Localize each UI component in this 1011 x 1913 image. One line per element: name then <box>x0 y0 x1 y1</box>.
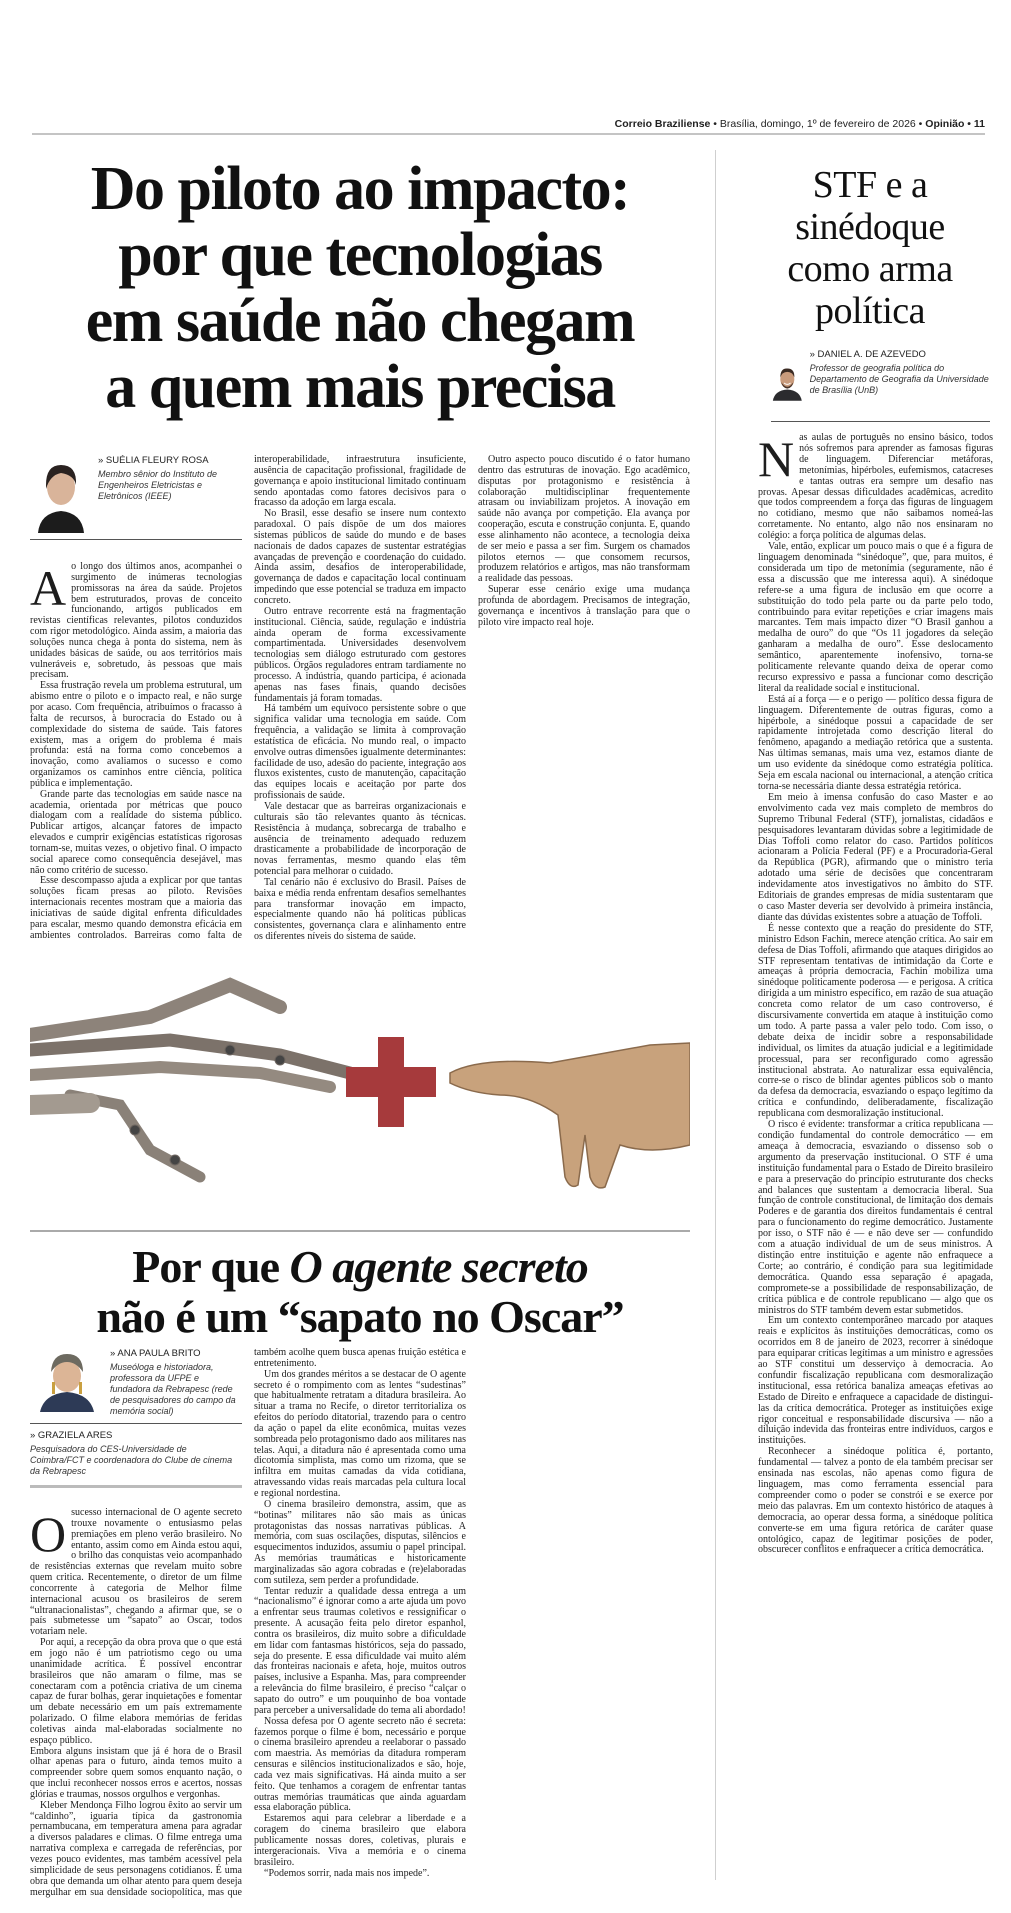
headline-line: STF e a <box>812 164 928 206</box>
headline-line: sinédoque <box>795 206 945 248</box>
paragraph: O cinema brasileiro demonstra, assim, que as “botinas” militares não são mais as únicas protagonistas das nossas narrativas públicas. A memória, com suas oscilações, disputas, silêncios e esquecimentos induzidos, assumiu o papel principal. As memórias traumáticas e historicamente marginalizadas são agora cobradas e (re)elaboradas com sutileza, sem perder a profundidade. <box>254 1498 466 1586</box>
paragraph: Esse descompasso ajuda a explicar por que tantas soluções ficam presas ao piloto. Revisões internacionais recentes mostram que a maioria das iniciativas de saúde digital enfrenta dificuldades para escalar, mesmo quando demonstra eficácia em ambientes controlados. Barreiras como falta de interoperabilidade, infraestrutura insuficiente, ausência de capacitação profissional, fragilidade de governança e apoio institucional limitado continuam sendo apontadas como fatores decisivos para o fracasso da adoção em larga escala. <box>30 455 466 941</box>
paragraph: Essa frustração revela um problema estrutural, um abismo entre o piloto e o impacto real, e não surge por acaso. Com frequência, atribuímos o fracasso à falta de recursos, à burocracia do Estado ou à complexidade do sistema de saúde. Tais fatores existem, mas a origem do problema é mais profunda: está na forma como concebemos a inovação, como avaliamos o sucesso e como organizamos os caminhos entre ciência, política pública e implementação. <box>30 680 242 789</box>
author-photo <box>30 455 92 533</box>
headline-line: por que tecnologias <box>118 221 602 289</box>
paragraph: O risco é evidente: transformar a crítica republicana — condição fundamental do controle democrático — em ameaça à democracia, esvaziando o dissenso sob o argumento da preservação institucional. O STF é uma instituição fundamental para o Estado de Direito brasileiro e para a preservação do princípio estruturante dos checks and balances que sustentam a democracia liberal. Sua função de controle constitucional, de limitação dos demais Poderes e de garantia dos direitos fundamentais é central para o funcionamento do regime democrático. Justamente por isso, o STF não é — e não deve ser — confundido com a atuação individual de um de seus ministros. A distinção entre instituição e agente não enfraquece a Corte; ao contrário, é condição para sua legitimidade democrática. Quando essa separação é apagada, compromete-se a possibilidade de responsabilização, de crítica pública e de controle republicano — algo que os ministros do STF também devem estar submetidos. <box>758 1119 993 1316</box>
author-role: Professor de geografia política do Departamento de Geografia da Universidade de Brasília (UnB) <box>809 363 989 395</box>
paragraph: Estaremos aqui para celebrar a liberdade e a coragem do cinema brasileiro que elabora publicamente nossas dores, coletivas, plurais e intergeracionais. Viva a memória e o cinema brasileiro. <box>254 1813 466 1868</box>
paragraph: Vale destacar que as barreiras organizacionais e culturais são tão relevantes quanto às técnicas. Resistência à mudança, sobrecarga de trabalho e ausência de treinamento adequado reduzem drasticamente a probabilidade de incorporação de novas ferramentas, mesmo quando elas têm potencial para melhorar o cuidado. <box>254 801 466 878</box>
column-divider <box>715 150 716 1880</box>
human-hand <box>450 1043 690 1188</box>
paragraph: Em meio à imensa confusão do caso Master e ao envolvimento cada vez mais completo de membros do Supremo Tribunal Federal (STF), jornalistas, cidadãos e pesquisadores levantaram dúvidas sobre a legitimidade de Dias Toffoli como relator do caso. Partidos políticos acionaram a Polícia Federal (PF) e a Procuradoria-Geral da República (PGR), afirmando que o ministro teria adotado uma série de decisões que concentraram indevidamente atos investigativos no âmbito do STF. Editoriais de grandes empresas de mídia sustentaram que o caso Master deveria ser devolvido à primeira instância, diante das dúvidas existentes sobre a atuação de Toffoli. <box>758 791 993 923</box>
author-byline <box>771 345 990 422</box>
headline-line: política <box>815 290 925 332</box>
article3-headline <box>735 164 1005 332</box>
headline-line: a quem mais precisa <box>105 353 615 421</box>
section-name: Opinião <box>925 118 965 130</box>
paragraph: No Brasil, esse desafio se insere num contexto paradoxal. O país dispõe de um dos maiores sistemas públicos de saúde do mundo e de bases nacionais de dados capazes de sustentar estratégias avançadas de prevenção e coordenação do cuidado. Ainda assim, desafios de interoperabilidade, governança de dados e capacitação local continuam impedindo que esse potencial se traduza em impacto concreto. <box>254 508 466 606</box>
headline-line: como arma <box>787 248 953 290</box>
article2-body <box>30 1348 690 1900</box>
paragraph: Nas aulas de português no ensino básico, todos nós sofremos para aprender as famosas figuras de linguagem. Diferenciar metáforas, metonímias, hipérboles, eufemismos, catacreses e tantas outras era sempre um desafio nas provas. Apesar dessas dificuldades acadêmicas, acredito que todos compreendem a força das figuras de linguagem no cotidiano, mesmo que não saibamos nomeá-las corretamente. No entanto, algo não nos ensinaram no colégio: a força política de algumas delas. <box>758 433 993 542</box>
paragraph: Por aqui, a recepção da obra prova que o que está em jogo não é um patriotismo cego ou uma unanimidade acrítica. É possível encontrar brasileiros que não amaram o filme, mas se conectaram com a potência criativa de um cinema capaz de furar bolhas, gerar inquietações e fomentar um debate necessário em um país extremamente polarizado. O filme elabora memórias de feridas coletivas ainda mal-elaboradas socialmente no espaço público. <box>30 1637 242 1746</box>
author-byline <box>30 1424 242 1488</box>
robotic-hand <box>30 985 350 1177</box>
paragraph: Outro entrave recorrente está na fragmentação institucional. Ciência, saúde, regulação e indústria ainda operam de forma excessivamente compartimentada. Universidades desenvolvem tecnologias sem diálogo estruturado com gestores públicos. Órgãos reguladores entram tardiamente no processo. A indústria, quando participa, é acionada apenas nas fases finais, quando decisões fundamentais já foram tomadas. <box>254 605 466 704</box>
paragraph: Kleber Mendonça Filho logrou êxito ao servir um “caldinho”, iguaria típica da gastronomia pernambucana, em temperatura amena para agradar a diversos paladares e climas. O filme entrega uma narrativa complexa e carregada de referências, por vezes pouco evidentes, mas também acessível pela simplicidade de seus personagens cotidianos. É uma obra que demanda um olhar atento para quem deseja mergulhar em sua densidade sociopolítica, mas que também acolhe quem busca apenas fruição estética e entretenimento. <box>30 1348 466 1898</box>
headline-line: Por que O agente secreto <box>132 1241 588 1292</box>
author-photo <box>30 1348 104 1412</box>
paragraph: Está aí a força — e o perigo — político dessa figura de linguagem. Diferentemente de outras figuras, como a hipérbole, a sinédoque possui a capacidade de ser rapidamente introjetada como descrição literal do fenômeno, apagando a mediação retórica que a sustenta. Nas últimas semanas, mais uma vez, estamos diante de um uso evidente da sinédoque como estratégia política. Seja em escala nacional ou internacional, a atenção crítica torna-se necessária diante dessa estratégia retórica. <box>758 693 993 792</box>
page-header <box>615 118 985 131</box>
article1-body <box>30 455 690 945</box>
paragraph: Embora alguns insistam que já é hora de o Brasil olhar apenas para o futuro, ainda temos muito a compreender sobre quem somos enquanto nação, o que inclui reconhecer nossos erros e acertos, nossas glórias e traumas, nossos orgulhos e vergonhas. <box>30 1745 242 1800</box>
paragraph: Grande parte das tecnologias em saúde nasce na academia, orientada por métricas que pouco dialogam com a realidade do sistema público. Publicar artigos, alcançar fatores de impacto elevados e cumprir exigências estatísticas rigorosas tornam-se, muitas vezes, o objetivo final. O impacto social aparece como consequência desejável, mas não como critério de sucesso. <box>30 788 242 876</box>
headline-line: não é um “sapato no Oscar” <box>96 1291 624 1342</box>
author-name: » DANIEL A. DE AZEVEDO <box>809 349 926 360</box>
drop-cap: N <box>758 433 795 487</box>
author-name: » SUÉLIA FLEURY ROSA <box>98 455 209 466</box>
author-role: Membro sênior do Instituto de Engenheiros Eletricistas e Eletrônicos (IEEE) <box>98 469 218 501</box>
headline-line: Do piloto ao impacto: <box>90 155 630 223</box>
paragraph: Em um contexto contemporâneo marcado por ataques reais e explícitos às instituições democráticas, como os ocorridos em 8 de janeiro de 2023, recorrer à sinédoque para equiparar críticas legítimas a um ministro e agressões ao STF constitui um desserviço à democracia. Ao confundir fiscalização republicana com desmoralização institucional, essa retórica banaliza ameaças efetivas ao Estado de Direito e enfraquece a capacidade de distingui-las da crítica democrática. Proteger as instituições exige rigor conceitual e responsabilidade discursiva — não a diluição indevida das fronteiras entre indivíduos, cargos e instituições. <box>758 1315 993 1447</box>
author-byline <box>30 1348 242 1424</box>
header-rule <box>32 133 985 135</box>
author-photo <box>771 345 804 421</box>
paragraph: “Podemos sorrir, nada mais nos impede”. <box>264 1867 430 1879</box>
article3-body <box>758 433 993 1878</box>
paragraph: Tentar reduzir a qualidade dessa entrega a um “nacionalismo” é ignorar como a arte ajuda um povo a enfrentar seus traumas coletivos e ressignificar o presente. A acusação feita pelo diretor espanhol, contra os brasileiros, diz muito sobre a dificuldade em lidar com fantasmas históricos, seja do passado, seja do presente. E essa dificuldade vai muito além das fronteiras nacionais e afeta, hoje, muitos outros países, inclusive a Espanha. Mas, para compreender a relevância do filme brasileiro, é preciso “calçar o sapato do outro” e um pouquinho de boa vontade para perceber a universalidade do tema ali abordado! <box>254 1585 466 1716</box>
drop-cap: A <box>30 560 67 616</box>
paragraph: Osucesso internacional de O agente secreto trouxe novamente o entusiasmo pelas premiações em pleno verão brasileiro. No entanto, assim como em Ainda estou aqui, o brilho das conquistas veio acompanhado de resistências externas que revelam muito sobre quem critica. Recentemente, o diretor de um filme concorrente à categoria de Melhor filme internacional acusou os brasileiros de serem “ultranacionalistas”, chegando a afirmar que, se o país submetesse um “sapato” ao Oscar, todos votariam nele. <box>30 1506 242 1638</box>
article1-headline <box>30 156 690 420</box>
author-name: » ANA PAULA BRITO <box>110 1348 201 1359</box>
author-name: » GRAZIELA ARES <box>30 1430 113 1441</box>
author-byline <box>30 455 242 540</box>
paragraph: Vale, então, explicar um pouco mais o que é a figura de linguagem denominada “sinédoque”, que, para muitos, é considerada um tipo de metonímia (seguramente, não é essa a discussão que me interessa aqui). A sinédoque refere-se a uma figura de inclusão em que ocorre a substituição do todo pela parte ou da parte pelo todo, contribuindo para evitar repetições e criar imagens mais marcantes. Tem mais impacto dizer “O Brasil ganhou a medalha de ouro” do que “Os 11 jogadores da seleção ganharam a medalha de ouro”. Esse deslocamento semântico, aparentemente inofensivo, torna-se politicamente relevante quando deixa de operar como recurso expressivo e passa a funcionar como descrição literal da realidade social e institucional. <box>758 541 993 694</box>
newspaper-name: Correio Braziliense <box>614 118 711 130</box>
author-role: Pesquisadora do CES-Universidade de Coimbra/FCT e coordenadora do Clube de cinema da Rebrapesc <box>30 1444 233 1476</box>
section-rule <box>30 1230 690 1232</box>
author-role: Museóloga e historiadora, professora da UFPE e fundadora da Rebrapesc (rede de pesquisadores do campo da memória social) <box>110 1362 236 1416</box>
paragraph: Tal cenário não é exclusivo do Brasil. Países de baixa e média renda enfrentam desafios semelhantes para transformar inovação em impacto, especialmente quando não há políticas públicas consistentes, governança clara e alinhamento entre os diferentes níveis do sistema de saúde. <box>254 876 466 943</box>
paragraph: Nossa defesa por O agente secreto não é secreta: fazemos porque o filme é bom, necessário e porque o cinema brasileiro aprendeu a reelaborar o passado com maestria. As memórias da ditadura romperam censuras e silêncios institucionalizados e são, hoje, cada vez mais significativas. Há ainda muito a ser feito. Que tenhamos a coragem de enfrentar tantas outras memórias traumáticas que ainda aguardam essa elaboração pública. <box>254 1715 466 1814</box>
paragraph: É nesse contexto que a reação do presidente do STF, ministro Edson Fachin, merece atenção crítica. Ao sair em defesa de Dias Toffoli, afirmando que ataques dirigidos ao STF representam tentativas de intimidação da Corte e ameaças à própria democracia, Fachin mobiliza uma sinédoque politicamente poderosa — e perigosa. A crítica dirigida a um ministro específico, em razão de sua atuação concreta como relator de um caso controverso, é discursivamente convertida em ataque à instituição como um todo. A parte passa a valer pelo todo. Com isso, o debate deixa de incidir sobre a responsabilidade individual, os limites da atuação judicial e a legitimidade processual, para ser reconfigurado como agressão institucional abstrata. Ao naturalizar essa equivalência, corre-se o risco de blindar agentes públicos sob o manto da defesa da democracia, esvaziando o espaço legítimo da crítica e confundindo, deliberadamente, fiscalização republicana com desmoralização institucional. <box>758 922 993 1120</box>
film-title: O agente secreto <box>289 1241 588 1292</box>
robot-and-human-hands-illustration <box>30 955 690 1190</box>
paragraph: Há também um equívoco persistente sobre o que significa validar uma tecnologia em saúde. Com frequência, a validação se limita à comprovação estatística de eficácia. No mundo real, o impacto envolve outras dimensões igualmente determinantes: facilidade de uso, adesão do paciente, integração aos fluxos existentes, custo de manutenção, capacitação das equipes locais e aceitação por parte dos profissionais de saúde. <box>254 703 466 802</box>
medical-cross-icon <box>346 1037 436 1127</box>
article2-headline <box>30 1242 690 1342</box>
paragraph: Outro aspecto pouco discutido é o fator humano dentro das estruturas de inovação. Ego acadêmico, disputas por protagonismo e resistência à colaboração multidisciplinar frequentemente atrasam ou inviabilizam projetos. A inovação em saúde não avança por competição. Ela avança por cooperação, escuta e construção conjunta. E, quando esse alinhamento não acontece, a tecnologia deixa de ser meio e passa a ser fim. Surgem os chamados pilotos eternos — que consomem recursos, produzem relatórios e artigos, mas não transformam a realidade das pessoas. <box>478 455 690 585</box>
paragraph: Superar esse cenário exige uma mudança profunda de abordagem. Precisamos de integração, governança e incentivos à translação para que o piloto vire impacto real hoje. <box>478 584 690 628</box>
page-number: • 11 <box>967 118 985 130</box>
dateline: • Brasília, domingo, 1º de fevereiro de 2026 • <box>713 118 923 130</box>
paragraph: Um dos grandes méritos a se destacar de O agente secreto é o rompimento com as lentes “sudestinas” que habitualmente retratam a ditadura brasileira. Ao situar a trama no Recife, o diretor territorializa os efeitos do período ditatorial, trazendo para o centro da ação o papel da elite econômica, muitas vezes sombreada pelo protagonismo dado aos militares nas telas. Aqui, a ditadura não é apresentada como uma dicotomia simplista, mas como um rizoma, que se infiltra em muitas camadas da vida cotidiana, atravessando vidas reais marcadas pela cultura local e regional nordestina. <box>254 1368 466 1499</box>
paragraph: Reconhecer a sinédoque política é, portanto, fundamental — talvez a ponto de ela também precisar ser ensinada nas escolas, não apenas como figura de linguagem, mas como ferramenta essencial para compreender como o poder se constrói e se exerce por meio das palavras. Em um contexto histórico de ataques à democracia, ao operar dessa forma, a sinédoque política converte-se em uma figura retórica de caráter quase ontológico, capaz de legitimar posições de poder, obscurecer conflitos e enfraquecer a crítica democrática. <box>758 1446 993 1556</box>
drop-cap: O <box>30 1506 67 1562</box>
headline-line: em saúde não chegam <box>85 287 635 355</box>
paragraph: Ao longo dos últimos anos, acompanhei o surgimento de inúmeras tecnologias promissoras na área da saúde. Projetos bem estruturados, provas de conceito funcionando, artigos publicados em revistas científicas relevantes, pilotos conduzidos com rigor metodológico. Ainda assim, a maioria das soluções nunca chega à ponta do sistema, nem às unidades básicas de saúde, ou aos territórios mais vulneráveis e, sobretudo, às pessoas que mais precisam. <box>30 560 242 681</box>
